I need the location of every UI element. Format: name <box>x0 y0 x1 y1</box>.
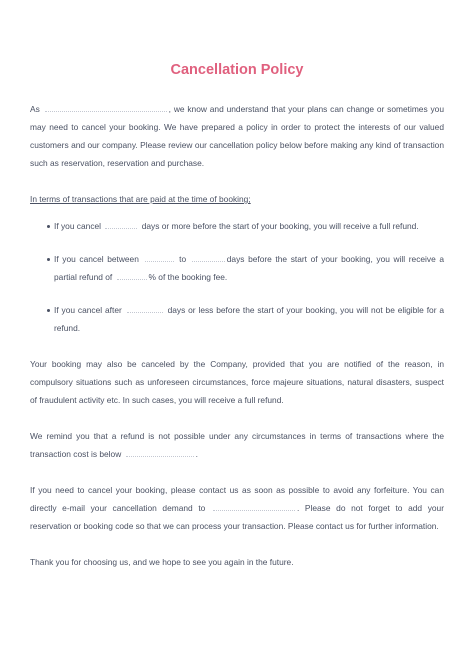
term-2-part4: % of the booking fee. <box>148 272 228 282</box>
partial-refund-from-days-field[interactable] <box>145 252 174 262</box>
intro-text: , we know and understand that your plans can change or sometimes you may need to cancel your booking. We have prepared a policy in order to protect the interests of our valued customers and our company. Please review our cancellation policy below before making any kind of transaction such as reservation, reservation and purchase. <box>30 104 445 168</box>
refund-terms-list <box>30 217 444 337</box>
refund-term-item <box>30 250 444 286</box>
intro-paragraph <box>30 100 444 172</box>
refund-note-suffix: . <box>195 449 198 459</box>
contact-text-2: . Please do not forget to add your reservation or booking code so that we can process your transaction. Please contact us for further information. <box>30 503 444 531</box>
term-2-part2: to <box>179 254 187 264</box>
list-spacer <box>30 286 444 301</box>
closing-paragraph: Thank you for choosing us, and we hope to see you again in the future. <box>30 557 294 567</box>
bullet-icon <box>47 258 50 261</box>
minimum-cost-field[interactable] <box>126 447 194 457</box>
term-3-part2: days or less before the start of your booking, you will not be eligible for a refund. <box>54 305 445 333</box>
contact-text-1: If you need to cancel your booking, please contact us as soon as possible to avoid any forfeiture. You can directly e-mail your cancellation demand to <box>30 485 444 513</box>
bullet-icon <box>47 225 50 228</box>
term-3-part1: If you cancel after <box>54 305 122 315</box>
no-refund-days-field[interactable] <box>127 303 163 313</box>
refund-note-text: We remind you that a refund is not possible under any circumstances in terms of transactions where the transaction cost is below <box>30 431 444 459</box>
bullet-icon <box>47 309 50 312</box>
term-2-part1: If you cancel between <box>54 254 139 264</box>
contact-paragraph <box>30 481 444 535</box>
partial-refund-percent-field[interactable] <box>117 270 147 280</box>
company-name-field[interactable] <box>45 102 167 112</box>
document-body <box>30 100 444 571</box>
full-refund-days-field[interactable] <box>105 219 137 229</box>
refund-term-item <box>30 217 444 235</box>
term-1-part2: days or more before the start of your booking, you will receive a full refund. <box>141 221 419 231</box>
refund-term-item <box>30 301 444 337</box>
section-heading: In terms of transactions that are paid at the time of booking; <box>30 194 251 204</box>
refund-note-paragraph <box>30 427 444 463</box>
document-title: Cancellation Policy <box>170 62 304 78</box>
term-2-part3: days before the start of your booking, you will receive a partial refund of <box>54 254 445 282</box>
intro-prefix: As <box>30 104 40 114</box>
contact-email-field[interactable] <box>213 501 295 511</box>
partial-refund-to-days-field[interactable] <box>192 252 225 262</box>
list-spacer <box>30 235 444 250</box>
term-1-part1: If you cancel <box>54 221 102 231</box>
company-cancellation-paragraph: Your booking may also be canceled by the Company, provided that you are notified of the reason, in compulsory situations such as unforeseen circumstances, force majeure situations, natural disasters, suspect of fraudulent activity etc. In such cases, you will receive a full refund. <box>30 359 444 405</box>
